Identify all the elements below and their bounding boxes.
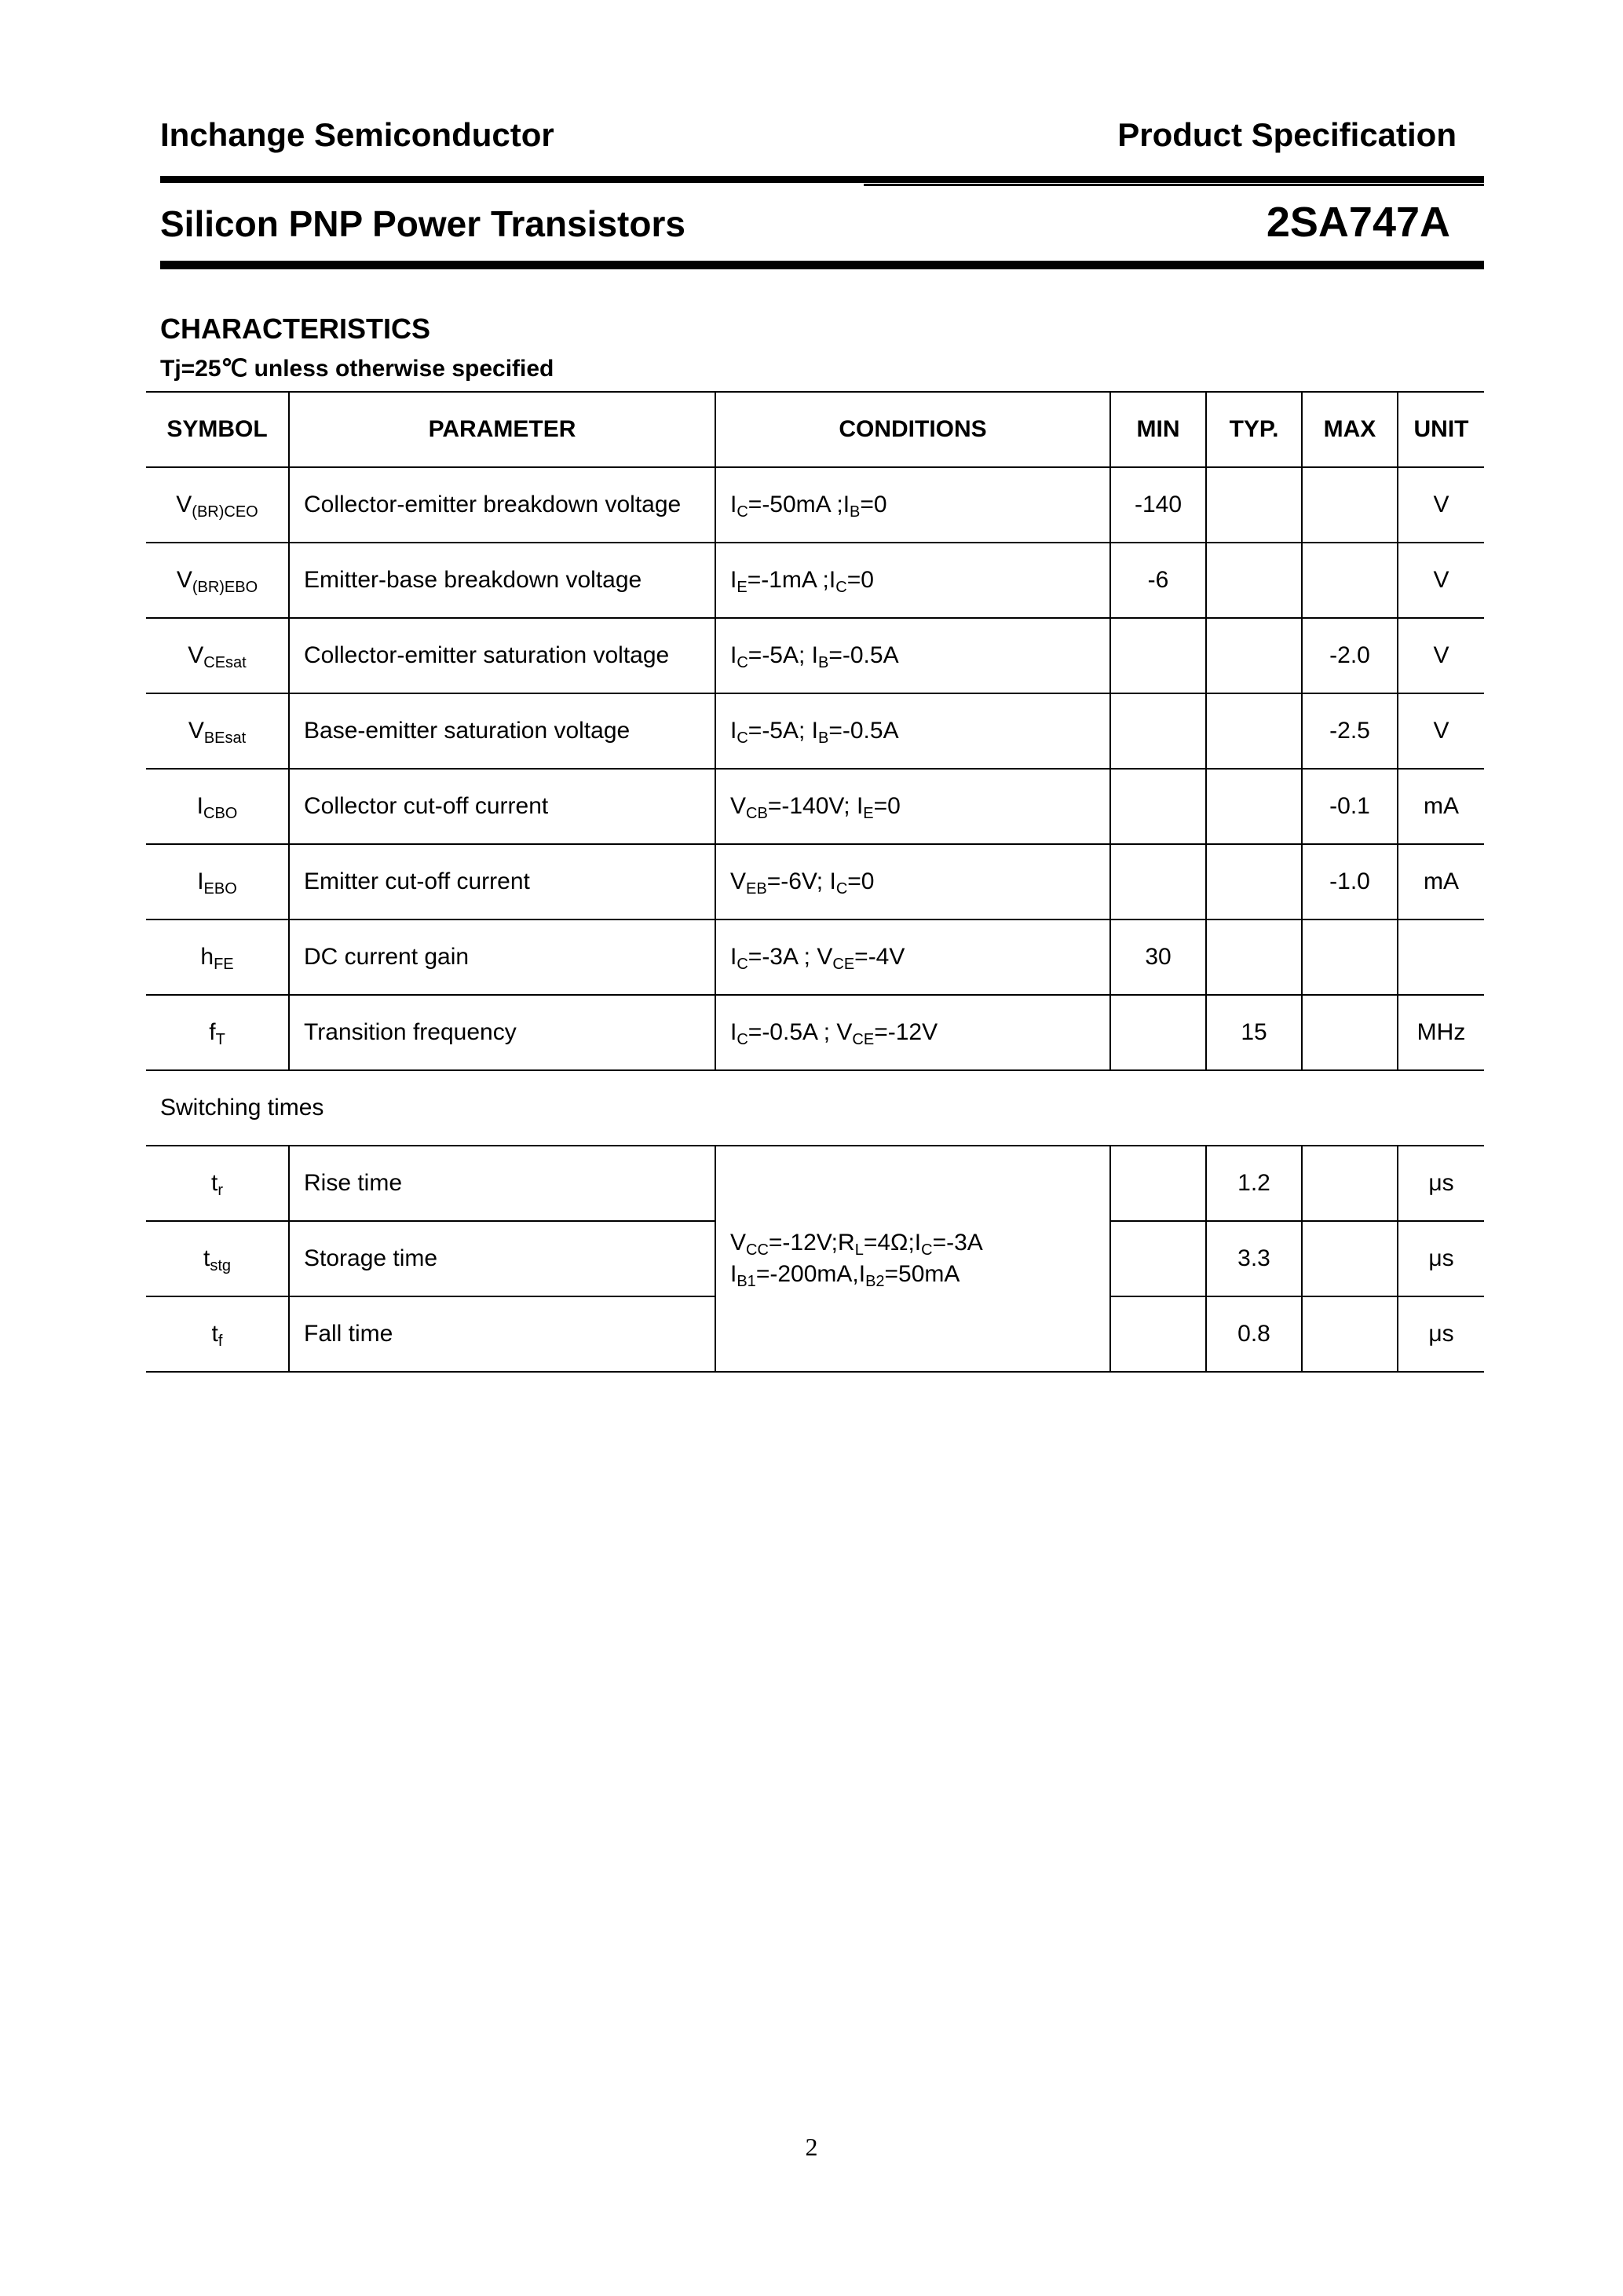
symbol-base: h <box>200 944 214 970</box>
condition-subscript: EB <box>746 880 767 898</box>
condition-value: =4Ω; <box>863 1230 915 1256</box>
header-parameter: PARAMETER <box>289 392 715 467</box>
condition-value: =0 <box>847 868 875 894</box>
symbol-cell <box>146 543 289 618</box>
parameter-cell: Base-emitter saturation voltage <box>289 693 715 769</box>
company-name: Inchange Semiconductor <box>160 116 554 153</box>
symbol-base: I <box>196 793 203 819</box>
condition-subscript: C <box>835 880 848 898</box>
header-typ: TYP. <box>1206 392 1302 467</box>
table-row <box>146 1146 1484 1221</box>
condition-subscript: C <box>737 503 748 521</box>
switching-times-label: Switching times <box>146 1070 1484 1146</box>
condition-subscript: C <box>737 1031 748 1048</box>
symbol-cell <box>146 919 289 995</box>
min-cell: 30 <box>1110 919 1206 995</box>
typ-cell <box>1206 467 1302 543</box>
symbol-cell <box>146 1296 289 1372</box>
conditions-cell <box>715 769 1110 844</box>
condition-subscript: C <box>737 654 748 671</box>
condition-var: I <box>811 718 819 744</box>
condition-value: =-50mA ; <box>748 492 843 517</box>
condition-value: =-5A; <box>748 718 812 744</box>
unit-cell: mA <box>1398 769 1484 844</box>
table-row <box>146 543 1484 618</box>
condition-var: I <box>730 642 737 668</box>
unit-cell: MHz <box>1398 995 1484 1070</box>
symbol-base: t <box>211 1321 218 1347</box>
symbol-base: V <box>188 718 204 744</box>
condition-subscript: CC <box>746 1241 769 1259</box>
conditions-cell <box>715 844 1110 919</box>
symbol-subscript: r <box>217 1182 223 1199</box>
table-header-row <box>146 392 1484 467</box>
symbol-base: V <box>176 492 192 517</box>
condition-var: I <box>730 567 737 593</box>
condition-var: I <box>829 868 836 894</box>
condition-subscript: B <box>818 654 829 671</box>
conditions-cell <box>715 467 1110 543</box>
condition-value: =-12V <box>874 1019 938 1045</box>
condition-value: =-3A <box>932 1230 983 1256</box>
condition-subscript: C <box>921 1241 933 1259</box>
condition-value: =0 <box>846 567 874 593</box>
table-row <box>146 844 1484 919</box>
parameter-cell: Fall time <box>289 1296 715 1372</box>
parameter-cell: Emitter cut-off current <box>289 844 715 919</box>
symbol-cell <box>146 467 289 543</box>
symbol-subscript: T <box>215 1031 225 1048</box>
condition-value: =-0.5A <box>828 718 899 744</box>
table-row <box>146 467 1484 543</box>
condition-var: I <box>730 944 737 970</box>
condition-subscript: E <box>863 805 874 822</box>
parameter-cell: Collector-emitter breakdown voltage <box>289 467 715 543</box>
typ-cell: 1.2 <box>1206 1146 1302 1221</box>
condition-value: =-1mA ; <box>747 567 829 593</box>
symbol-subscript: (BR)CEO <box>192 503 258 521</box>
max-cell <box>1302 467 1398 543</box>
condition-var: V <box>817 944 833 970</box>
product-line-title: Silicon PNP Power Transistors <box>160 203 685 244</box>
parameter-cell: Storage time <box>289 1221 715 1296</box>
conditions-cell <box>715 995 1110 1070</box>
symbol-cell <box>146 1146 289 1221</box>
condition-value: =-140V; <box>767 793 857 819</box>
symbol-base: f <box>209 1019 216 1045</box>
min-cell: -6 <box>1110 543 1206 618</box>
max-cell <box>1302 1296 1398 1372</box>
part-number: 2SA747A <box>1266 199 1450 246</box>
min-cell <box>1110 1146 1206 1221</box>
condition-subscript: C <box>737 956 748 973</box>
unit-cell: μs <box>1398 1146 1484 1221</box>
symbol-cell <box>146 618 289 693</box>
header-min: MIN <box>1110 392 1206 467</box>
symbol-base: t <box>210 1170 218 1196</box>
condition-subscript: CE <box>852 1031 875 1048</box>
typ-cell <box>1206 844 1302 919</box>
condition-value: =-3A ; <box>748 944 817 970</box>
max-cell <box>1302 543 1398 618</box>
min-cell <box>1110 1221 1206 1296</box>
unit-cell: μs <box>1398 1221 1484 1296</box>
condition-var: I <box>730 492 737 517</box>
condition-value: =-6V; <box>766 868 830 894</box>
symbol-subscript: EBO <box>203 880 237 898</box>
min-cell <box>1110 1296 1206 1372</box>
page-number: 2 <box>805 2133 818 2161</box>
condition-var: V <box>730 793 747 819</box>
parameter-cell: Rise time <box>289 1146 715 1221</box>
test-condition-note: Tj=25℃ unless otherwise specified <box>160 356 554 382</box>
max-cell: -2.0 <box>1302 618 1398 693</box>
condition-var: V <box>730 1230 747 1256</box>
symbol-base: t <box>203 1245 210 1271</box>
condition-var: I <box>914 1230 922 1256</box>
max-cell: -2.5 <box>1302 693 1398 769</box>
typ-cell <box>1206 693 1302 769</box>
condition-value: =-4V <box>854 944 905 970</box>
symbol-base: I <box>197 868 204 894</box>
unit-cell <box>1398 919 1484 995</box>
table-row <box>146 769 1484 844</box>
condition-subscript: B1 <box>737 1273 756 1290</box>
condition-subscript: L <box>854 1241 864 1259</box>
max-cell <box>1302 995 1398 1070</box>
switching-times-row <box>146 1070 1484 1146</box>
symbol-subscript: (BR)EBO <box>192 579 258 596</box>
conditions-cell <box>715 543 1110 618</box>
condition-var: I <box>843 492 850 517</box>
condition-value: =0 <box>860 492 887 517</box>
parameter-cell: Collector cut-off current <box>289 769 715 844</box>
switching-conditions-line1 <box>730 1227 1109 1259</box>
symbol-subscript: CBO <box>203 805 238 822</box>
title-divider <box>160 261 1484 269</box>
conditions-cell <box>715 618 1110 693</box>
min-cell <box>1110 618 1206 693</box>
switching-conditions-cell <box>715 1146 1110 1372</box>
condition-var: I <box>828 567 836 593</box>
symbol-base: V <box>188 642 204 668</box>
table-row <box>146 693 1484 769</box>
symbol-cell <box>146 769 289 844</box>
condition-var: V <box>730 868 747 894</box>
condition-subscript: CE <box>832 956 855 973</box>
condition-value: =-5A; <box>748 642 812 668</box>
condition-var: I <box>730 718 737 744</box>
parameter-cell: Emitter-base breakdown voltage <box>289 543 715 618</box>
symbol-subscript: stg <box>210 1257 232 1274</box>
condition-var: I <box>856 793 864 819</box>
unit-cell: V <box>1398 467 1484 543</box>
symbol-subscript: CEsat <box>203 654 247 671</box>
document-type: Product Specification <box>1117 116 1457 153</box>
condition-var: R <box>838 1230 855 1256</box>
symbol-base: V <box>176 567 192 593</box>
condition-subscript: CB <box>746 805 768 822</box>
condition-value: =-200mA, <box>755 1261 859 1287</box>
header-conditions: CONDITIONS <box>715 392 1110 467</box>
typ-cell: 0.8 <box>1206 1296 1302 1372</box>
unit-cell: mA <box>1398 844 1484 919</box>
max-cell <box>1302 919 1398 995</box>
condition-subscript: B <box>818 729 829 747</box>
unit-cell: μs <box>1398 1296 1484 1372</box>
max-cell <box>1302 1146 1398 1221</box>
unit-cell: V <box>1398 618 1484 693</box>
conditions-cell <box>715 693 1110 769</box>
condition-value: =0 <box>873 793 901 819</box>
symbol-subscript: f <box>217 1333 223 1350</box>
condition-value: =-12V; <box>768 1230 839 1256</box>
condition-subscript: B <box>850 503 861 521</box>
typ-cell <box>1206 919 1302 995</box>
header-divider <box>160 176 1484 183</box>
symbol-cell <box>146 693 289 769</box>
table-row <box>146 618 1484 693</box>
condition-subscript: B2 <box>865 1273 885 1290</box>
condition-var: I <box>811 642 819 668</box>
typ-cell: 15 <box>1206 995 1302 1070</box>
symbol-cell <box>146 995 289 1070</box>
switching-conditions <box>730 1227 1109 1290</box>
condition-subscript: C <box>835 579 847 596</box>
max-cell: -1.0 <box>1302 844 1398 919</box>
min-cell <box>1110 693 1206 769</box>
section-title: CHARACTERISTICS <box>160 313 431 345</box>
header-max: MAX <box>1302 392 1398 467</box>
unit-cell: V <box>1398 543 1484 618</box>
typ-cell: 3.3 <box>1206 1221 1302 1296</box>
max-cell: -0.1 <box>1302 769 1398 844</box>
header-unit: UNIT <box>1398 392 1484 467</box>
min-cell: -140 <box>1110 467 1206 543</box>
symbol-subscript: FE <box>214 956 234 973</box>
condition-value: =50mA <box>884 1261 960 1287</box>
condition-subscript: C <box>737 729 748 747</box>
parameter-cell: DC current gain <box>289 919 715 995</box>
parameter-cell: Transition frequency <box>289 995 715 1070</box>
symbol-cell <box>146 844 289 919</box>
min-cell <box>1110 769 1206 844</box>
conditions-cell <box>715 919 1110 995</box>
min-cell <box>1110 844 1206 919</box>
max-cell <box>1302 1221 1398 1296</box>
condition-value: =-0.5A <box>828 642 899 668</box>
min-cell <box>1110 995 1206 1070</box>
header-symbol: SYMBOL <box>146 392 289 467</box>
condition-subscript: E <box>737 579 748 596</box>
condition-var: I <box>858 1261 866 1287</box>
condition-var: V <box>836 1019 853 1045</box>
symbol-subscript: BEsat <box>203 729 247 747</box>
switching-conditions-line2 <box>730 1259 1109 1290</box>
parameter-cell: Collector-emitter saturation voltage <box>289 618 715 693</box>
condition-var: I <box>730 1261 737 1287</box>
characteristics-table <box>146 391 1484 1373</box>
typ-cell <box>1206 543 1302 618</box>
condition-value: =-0.5A ; <box>748 1019 837 1045</box>
header-divider-secondary <box>864 184 1484 186</box>
symbol-cell <box>146 1221 289 1296</box>
table-row <box>146 919 1484 995</box>
unit-cell: V <box>1398 693 1484 769</box>
typ-cell <box>1206 769 1302 844</box>
condition-var: I <box>730 1019 737 1045</box>
typ-cell <box>1206 618 1302 693</box>
table-row <box>146 995 1484 1070</box>
